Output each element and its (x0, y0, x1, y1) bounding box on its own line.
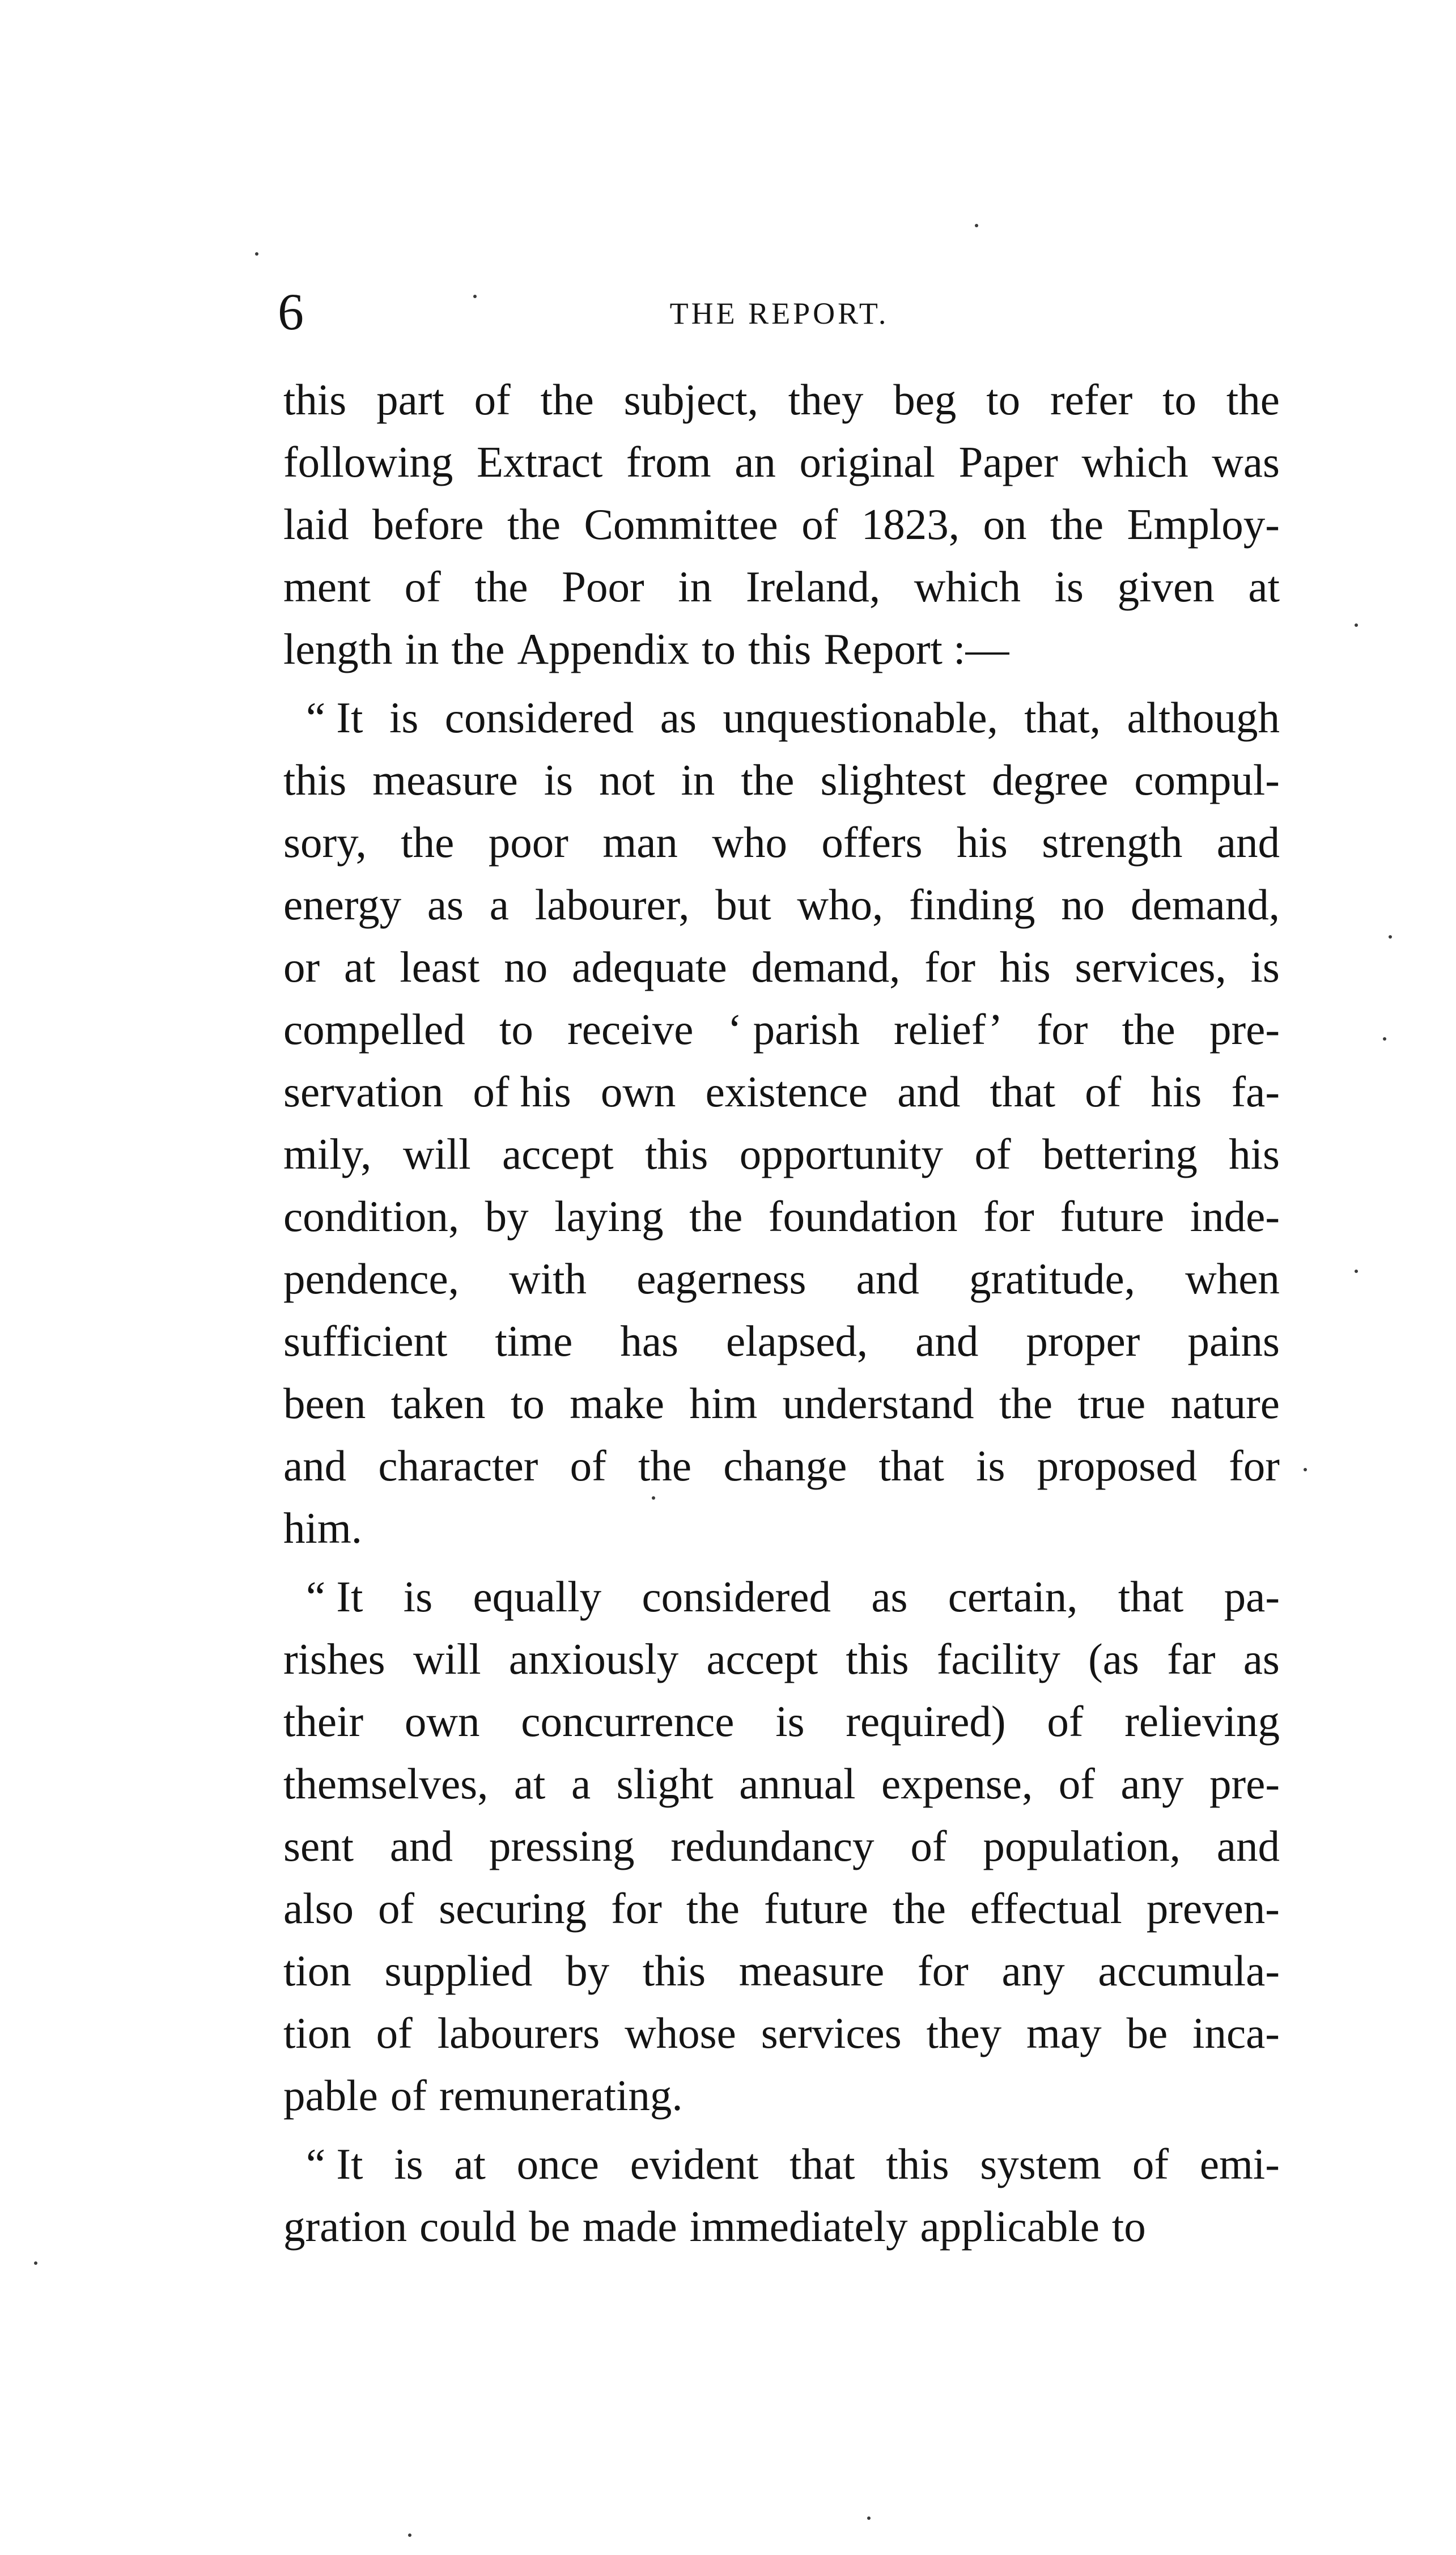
word: nature (1170, 1379, 1280, 1428)
word: the (1050, 500, 1104, 549)
word: they (788, 375, 864, 424)
word: that (789, 2140, 855, 2188)
word: Poor (562, 562, 644, 611)
paragraph (283, 2133, 1280, 2257)
word: themselves, (283, 1759, 489, 1808)
word: Paper (958, 438, 1058, 486)
text-line (283, 1434, 1280, 1497)
word: the (892, 1884, 946, 1933)
word: this (846, 1635, 909, 1683)
word: evident (630, 2140, 759, 2188)
word: annual (739, 1759, 856, 1808)
word: the (686, 1884, 740, 1933)
word: but (715, 880, 771, 929)
word: the (638, 1441, 692, 1490)
word: condition, (283, 1192, 460, 1241)
text-line (283, 998, 1280, 1060)
word: is (394, 2140, 423, 2188)
word: subject, (623, 375, 758, 424)
word: to (499, 1005, 533, 1054)
text-line (283, 618, 1280, 680)
print-speck (1389, 935, 1392, 939)
paragraph (283, 368, 1280, 680)
word: the (689, 1192, 743, 1241)
word: of his (473, 1067, 571, 1116)
word: is (544, 756, 574, 804)
word: a (489, 880, 509, 929)
word: Employ- (1127, 500, 1280, 549)
word: sufficient (283, 1317, 448, 1365)
print-speck (652, 1496, 655, 1500)
text-line (283, 1877, 1280, 1939)
word: gratitude, (969, 1254, 1135, 1303)
word: that, (1024, 693, 1101, 742)
word: rishes (283, 1635, 385, 1683)
text-line (283, 1815, 1280, 1877)
word: labourers (437, 2009, 600, 2057)
word: the (451, 625, 505, 673)
word: that (990, 1067, 1056, 1116)
word: to (986, 375, 1021, 424)
word: pa- (1224, 1572, 1280, 1621)
word: Report :— (823, 625, 1009, 673)
word: when (1185, 1254, 1280, 1303)
text-line (283, 1310, 1280, 1372)
word: required) (846, 1697, 1006, 1746)
word: of (910, 1822, 947, 1870)
word: as (660, 693, 697, 742)
word: made (582, 2202, 677, 2251)
word: of (1058, 1759, 1095, 1808)
word: applicable (920, 2202, 1100, 2251)
word: of (1085, 1067, 1122, 1116)
text-line (283, 1939, 1280, 2002)
word: relieving (1124, 1697, 1280, 1746)
word: this (748, 625, 812, 673)
word: accept (502, 1130, 614, 1178)
word: of (390, 2071, 427, 2120)
word: the (1226, 375, 1280, 424)
word: measure (372, 756, 518, 804)
word: in (678, 562, 712, 611)
text-line (283, 811, 1280, 873)
word: is (1250, 943, 1280, 991)
word: his (1229, 1130, 1280, 1178)
word: foundation (768, 1192, 958, 1241)
word: adequate (572, 943, 727, 991)
word: their (283, 1697, 364, 1746)
word: servation (283, 1067, 444, 1116)
word: the (540, 375, 594, 424)
word: for (1037, 1005, 1088, 1054)
word: strength (1042, 818, 1183, 867)
word: by (566, 1946, 610, 1995)
word: certain, (948, 1572, 1078, 1621)
word: at (454, 2140, 486, 2188)
print-speck (473, 295, 477, 298)
word: and (389, 1822, 453, 1870)
word: proper (1026, 1317, 1140, 1365)
word: who (712, 818, 787, 867)
word: his (957, 818, 1008, 867)
word: although (1127, 693, 1280, 742)
word: laying (554, 1192, 664, 1241)
word: that (878, 1441, 944, 1490)
word: is (775, 1697, 805, 1746)
text-line (283, 555, 1280, 618)
running-head (278, 278, 1281, 346)
word: be (1126, 2009, 1168, 2057)
word: once (516, 2140, 599, 2188)
word: been (283, 1379, 366, 1428)
text-line (283, 1565, 1280, 1628)
word: pable (283, 2071, 378, 2120)
word: at (343, 943, 376, 991)
print-speck (34, 2261, 37, 2265)
word: securing (439, 1884, 587, 1933)
word: is (1054, 562, 1084, 611)
word: to (1162, 375, 1197, 424)
word: the (474, 562, 528, 611)
word: labourer, (534, 880, 690, 929)
word: following (283, 438, 453, 486)
word: an (735, 438, 776, 486)
word: offers (821, 818, 923, 867)
text-line (283, 493, 1280, 555)
word: man (602, 818, 678, 867)
word: as (871, 1572, 908, 1621)
word: this (886, 2140, 949, 2188)
text-line (283, 1247, 1280, 1310)
text-line (283, 1690, 1280, 1752)
word: unquestionable, (723, 693, 998, 742)
word: part (376, 375, 444, 424)
word: pre- (1209, 1759, 1280, 1808)
word: emi- (1199, 2140, 1280, 2188)
word: existence (705, 1067, 868, 1116)
word: future (763, 1884, 868, 1933)
word: anxiously (508, 1635, 679, 1683)
word: of (974, 1130, 1011, 1178)
word: for (611, 1884, 662, 1933)
word: sent (283, 1822, 354, 1870)
word: as (427, 880, 464, 929)
running-title: THE REPORT. (669, 296, 889, 330)
word: for (924, 943, 976, 991)
word: services (761, 2009, 902, 2057)
word: ment (283, 562, 371, 611)
word: change (723, 1441, 847, 1490)
word: future (1060, 1192, 1165, 1241)
print-speck (975, 224, 978, 227)
word: pre- (1209, 1005, 1280, 1054)
word: of (376, 2009, 413, 2057)
word: bettering (1042, 1130, 1198, 1178)
word: sory, (283, 818, 367, 867)
word: effectual (970, 1884, 1122, 1933)
text-line (283, 1497, 1280, 1559)
word: gration (283, 2202, 407, 2251)
text-line (283, 1185, 1280, 1247)
word: character (378, 1441, 538, 1490)
word: Extract (477, 438, 603, 486)
word: compul- (1134, 756, 1280, 804)
word: be (529, 2202, 570, 2251)
word: own (404, 1697, 480, 1746)
print-speck (1355, 623, 1358, 627)
word: elapsed, (726, 1317, 868, 1365)
text-line (283, 2133, 1280, 2195)
word: own (600, 1067, 676, 1116)
word: and (856, 1254, 919, 1303)
word: this (283, 375, 347, 424)
print-speck (867, 2516, 871, 2520)
word: “ It (306, 693, 363, 742)
word: this (645, 1130, 708, 1178)
word: of (1047, 1697, 1084, 1746)
word: (as (1088, 1635, 1139, 1683)
text-line (283, 749, 1280, 811)
word: and (283, 1441, 347, 1490)
word: time (495, 1317, 573, 1365)
word: of (474, 375, 511, 424)
word: compelled (283, 1005, 465, 1054)
word: make (570, 1379, 665, 1428)
word: is (403, 1572, 433, 1621)
word: any (1120, 1759, 1184, 1808)
word: receive (567, 1005, 694, 1054)
word: may (1026, 2009, 1102, 2057)
word: refer (1050, 375, 1133, 424)
word: 1823, (861, 500, 960, 549)
word: Ireland, (745, 562, 881, 611)
word: who, (797, 880, 884, 929)
word: to (510, 1379, 545, 1428)
word: tion (283, 2009, 351, 2057)
word: to (702, 625, 736, 673)
word: concurrence (521, 1697, 735, 1746)
word: beg (893, 375, 957, 424)
word: preven- (1146, 1884, 1280, 1933)
word: “ It (306, 2140, 363, 2188)
word: of (801, 500, 838, 549)
word: the (507, 500, 561, 549)
text-line (283, 1752, 1280, 1815)
word: accumula- (1098, 1946, 1280, 1995)
word: has (620, 1317, 678, 1365)
word: slight (616, 1759, 714, 1808)
word: length (283, 625, 393, 673)
word: with (509, 1254, 587, 1303)
word: mily, (283, 1130, 372, 1178)
word: laid (283, 500, 349, 549)
word: degree (992, 756, 1109, 804)
word: Appendix (517, 625, 690, 673)
word: system (980, 2140, 1102, 2188)
word: which (1081, 438, 1188, 486)
word: demand, (751, 943, 901, 991)
word: equally (473, 1572, 602, 1621)
word: slightest (820, 756, 966, 804)
word: a (571, 1759, 591, 1808)
word: pains (1187, 1317, 1280, 1365)
text-line (283, 431, 1280, 493)
word: they (926, 2009, 1002, 2057)
word: accept (706, 1635, 818, 1683)
print-speck (1383, 1037, 1386, 1041)
word: will (413, 1635, 481, 1683)
word: far (1167, 1635, 1216, 1683)
word: this (642, 1946, 706, 1995)
word: ‘ parish (727, 1005, 860, 1054)
word: by (485, 1192, 529, 1241)
word: at (1248, 562, 1280, 611)
word: energy (283, 880, 402, 929)
word: services, (1075, 943, 1226, 991)
print-speck (1304, 1468, 1307, 1471)
word: and (1216, 818, 1280, 867)
body-text (283, 368, 1280, 2257)
word: pendence, (283, 1254, 459, 1303)
word: measure (738, 1946, 885, 1995)
word: considered (444, 693, 634, 742)
word: of (404, 562, 441, 611)
word: no (504, 943, 548, 991)
word: population, (983, 1822, 1181, 1870)
word: on (983, 500, 1027, 549)
page-number: 6 (278, 283, 304, 341)
word: fa- (1231, 1067, 1280, 1116)
word: taken (390, 1379, 486, 1428)
word: understand (782, 1379, 974, 1428)
word: least (400, 943, 480, 991)
text-line (283, 2064, 1280, 2127)
word: “ It (306, 1572, 363, 1621)
word: opportunity (739, 1130, 944, 1178)
paragraph (283, 1565, 1280, 2127)
text-line (283, 873, 1280, 936)
print-speck (255, 252, 258, 256)
word: and (915, 1317, 979, 1365)
word: for (1229, 1441, 1280, 1490)
word: of (378, 1884, 415, 1933)
print-speck (1355, 1270, 1358, 1273)
print-speck (408, 2533, 411, 2537)
word: him (689, 1379, 758, 1428)
word: before (372, 500, 484, 549)
word: pressing (489, 1822, 635, 1870)
word: this (283, 756, 347, 804)
word: not (599, 756, 655, 804)
text-line (283, 1372, 1280, 1434)
word: inde- (1190, 1192, 1280, 1241)
word: redundancy (670, 1822, 875, 1870)
word: in (405, 625, 439, 673)
word: any (1001, 1946, 1065, 1995)
word: him. (283, 1504, 363, 1552)
word: whose (625, 2009, 736, 2057)
word: in (681, 756, 715, 804)
word: will (402, 1130, 471, 1178)
text-line (283, 1628, 1280, 1690)
word: for (917, 1946, 969, 1995)
word: immediately (689, 2202, 908, 2251)
text-line (283, 2195, 1280, 2257)
word: of (570, 1441, 606, 1490)
word: and (1216, 1822, 1280, 1870)
word: is (976, 1441, 1005, 1490)
word: could (419, 2202, 517, 2251)
text-line (283, 686, 1280, 749)
word: Committee (584, 500, 778, 549)
word: proposed (1037, 1441, 1197, 1490)
word: which (914, 562, 1021, 611)
word: poor (488, 818, 568, 867)
word: given (1117, 562, 1215, 611)
word: is (389, 693, 419, 742)
word: relief’ (894, 1005, 1003, 1054)
word: also (283, 1884, 354, 1933)
word: considered (642, 1572, 831, 1621)
word: his (999, 943, 1051, 991)
word: was (1212, 438, 1280, 486)
text-line (283, 1060, 1280, 1123)
word: at (513, 1759, 546, 1808)
word: finding (909, 880, 1035, 929)
word: supplied (384, 1946, 533, 1995)
word: inca- (1192, 2009, 1280, 2057)
word: tion (283, 1946, 351, 1995)
word: to (1111, 2202, 1146, 2251)
word: demand, (1130, 880, 1280, 929)
paragraph (283, 686, 1280, 1559)
word: for (983, 1192, 1034, 1241)
word: eagerness (636, 1254, 806, 1303)
word: no (1061, 880, 1105, 929)
text-line (283, 368, 1280, 431)
text-line (283, 2002, 1280, 2064)
word: true (1077, 1379, 1146, 1428)
word: facility (936, 1635, 1060, 1683)
word: that (1118, 1572, 1184, 1621)
word: remunerating. (439, 2071, 683, 2120)
word: of (1132, 2140, 1169, 2188)
text-line (283, 1123, 1280, 1185)
word: expense, (881, 1759, 1033, 1808)
word: or (283, 943, 320, 991)
word: original (799, 438, 935, 486)
word: the (999, 1379, 1053, 1428)
word: and (897, 1067, 961, 1116)
text-line (283, 936, 1280, 998)
word: as (1243, 1635, 1280, 1683)
word: the (1122, 1005, 1175, 1054)
word: his (1151, 1067, 1202, 1116)
word: the (401, 818, 455, 867)
word: the (741, 756, 795, 804)
word: from (626, 438, 711, 486)
